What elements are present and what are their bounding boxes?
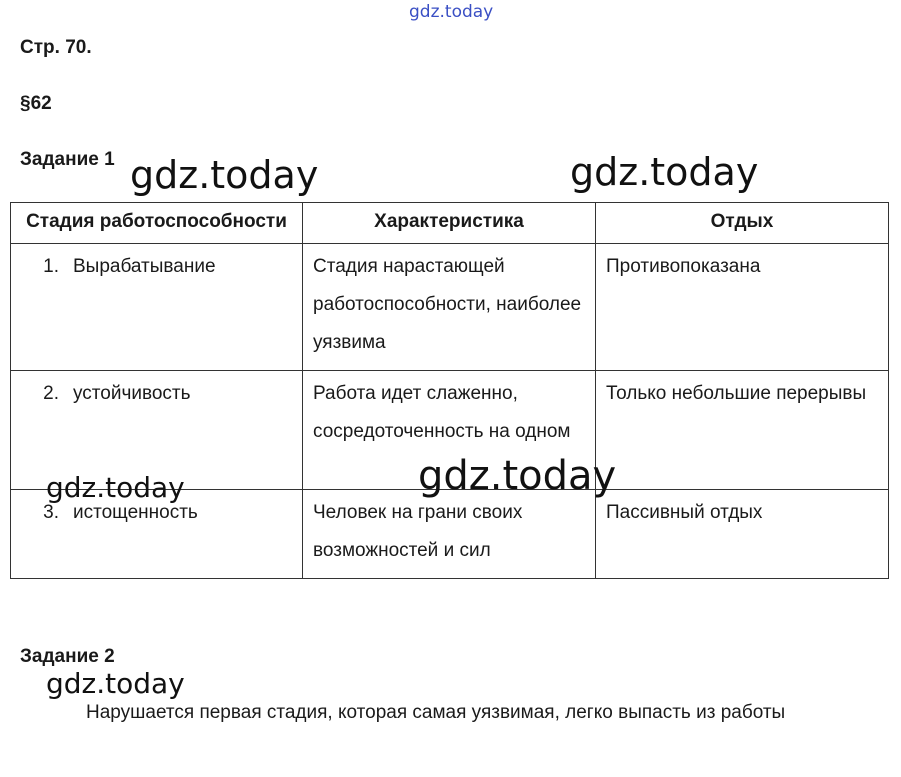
stage-name: Вырабатывание xyxy=(73,256,216,277)
stages-table xyxy=(10,202,889,579)
rest-cell: Только небольшие перерывы xyxy=(596,371,889,490)
watermark: gdz.today xyxy=(130,153,319,197)
stage-name: устойчивость xyxy=(73,383,191,404)
header-characteristic: Характеристика xyxy=(303,203,596,244)
characteristic-cell: Человек на грани своих возможностей и сил xyxy=(303,490,596,579)
task2-answer: Нарушается первая стадия, которая самая уязвимая, легко выпасть из работы xyxy=(86,702,786,723)
watermark: gdz.today xyxy=(418,453,617,499)
header-rest: Отдых xyxy=(596,203,889,244)
stage-name: истощенность xyxy=(73,502,198,523)
paragraph-number: §62 xyxy=(20,93,52,114)
row-number: 1. xyxy=(43,256,59,277)
row-number: 2. xyxy=(43,383,59,404)
rest-cell: Противопоказана xyxy=(596,244,889,371)
characteristic-cell: Стадия нарастающей работоспособности, наиболее уязвима xyxy=(303,244,596,371)
characteristic-cell: Работа идет слаженно, сосредоточенность на одном xyxy=(303,371,596,490)
table-row xyxy=(11,244,889,371)
task2-title: Задание 2 xyxy=(20,646,115,667)
watermark-top: gdz.today xyxy=(409,2,494,22)
page-label: Стр. 70. xyxy=(20,37,92,58)
task1-title: Задание 1 xyxy=(20,149,115,170)
watermark: gdz.today xyxy=(46,667,185,700)
rest-cell: Пассивный отдых xyxy=(596,490,889,579)
table-header-row xyxy=(11,203,889,244)
watermark: gdz.today xyxy=(46,471,185,504)
row-number: 3. xyxy=(43,502,59,523)
header-stage: Стадия работоспособности xyxy=(11,203,303,244)
stage-cell xyxy=(11,244,303,371)
watermark: gdz.today xyxy=(570,150,759,194)
